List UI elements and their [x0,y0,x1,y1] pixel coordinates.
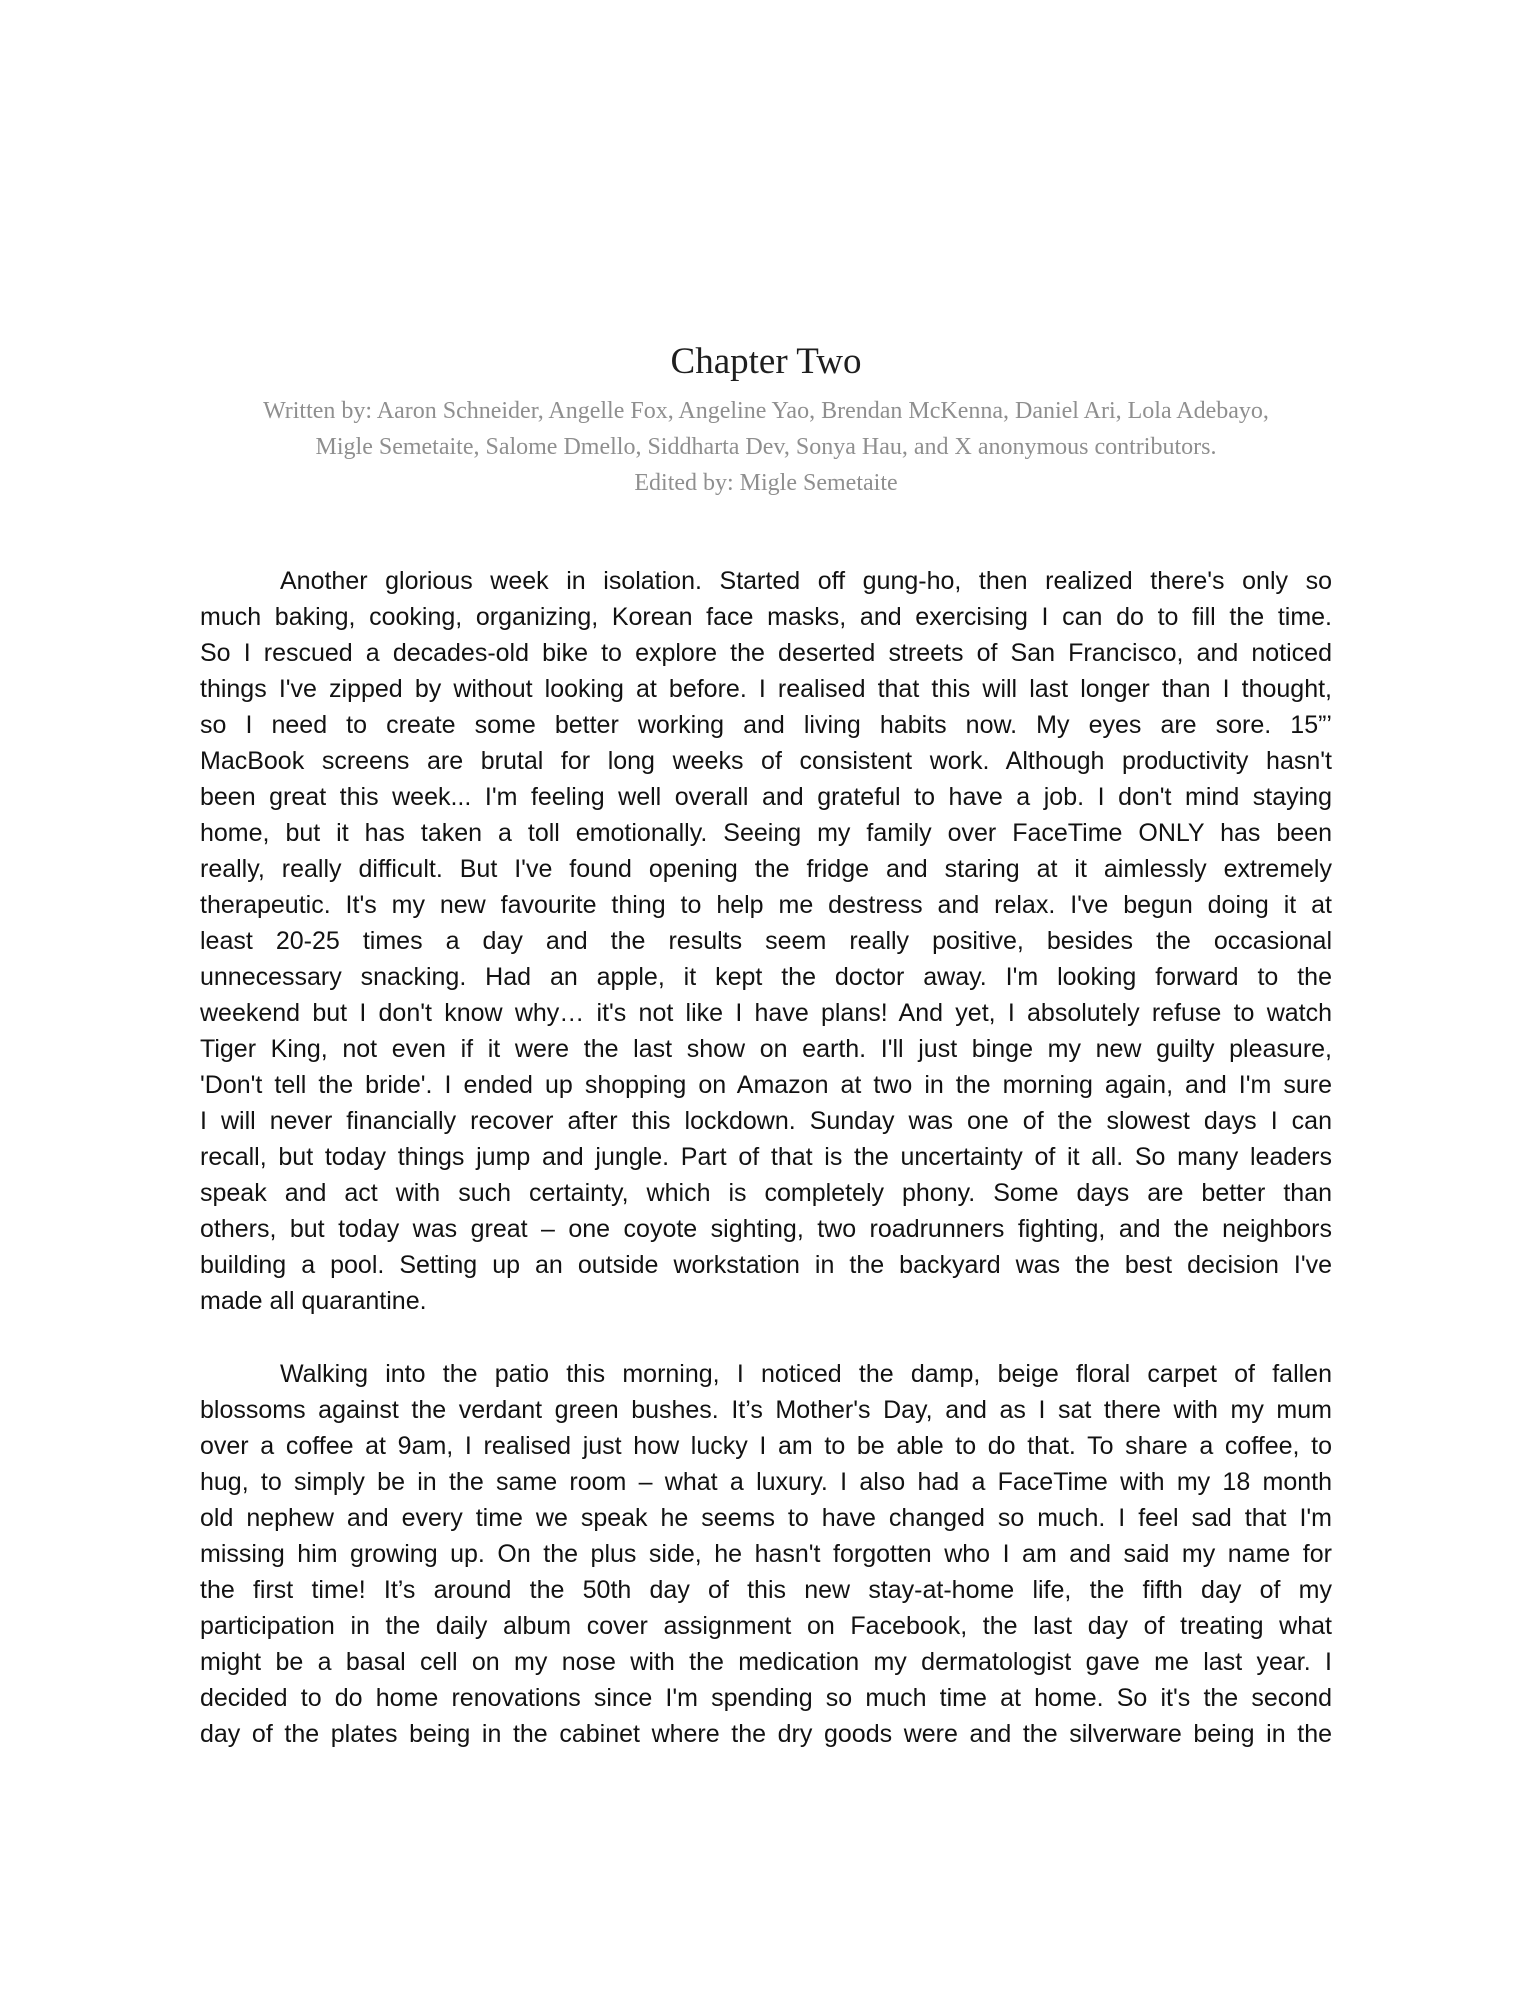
body-line: old nephew and every time we speak he seems to have changed so much. I feel sad that I'm [200,1504,1332,1532]
body-line: speak and act with such certainty, which is completely phony. Some days are better than [200,1179,1332,1207]
document-body [200,563,1332,1752]
body-line: made all quarantine. [200,1287,427,1315]
body-line: recall, but today things jump and jungle. Part of that is the uncertainty of it all. So many leaders [200,1143,1332,1171]
body-line: So I rescued a decades-old bike to explore the deserted streets of San Francisco, and noticed [200,639,1332,667]
body-line: weekend but I don't know why… it's not like I have plans! And yet, I absolutely refuse to watch [200,999,1332,1027]
body-line: day of the plates being in the cabinet where the dry goods were and the silverware being in the [200,1720,1332,1748]
body-line: Walking into the patio this morning, I noticed the damp, beige floral carpet of fallen [280,1360,1332,1388]
body-line: the first time! It’s around the 50th day of this new stay-at-home life, the fifth day of my [200,1576,1332,1604]
byline-line: Edited by: Migle Semetaite [634,470,898,496]
chapter-title: Chapter Two [670,341,862,382]
byline [200,393,1332,501]
body-line: others, but today was great – one coyote sighting, two roadrunners fighting, and the neighbors [200,1215,1332,1243]
byline-line: Written by: Aaron Schneider, Angelle Fox, Angeline Yao, Brendan McKenna, Daniel Ari, Lola Adebayo, [263,398,1269,424]
body-line: over a coffee at 9am, I realised just how lucky I am to be able to do that. To share a coffee, to [200,1432,1332,1460]
body-line: missing him growing up. On the plus side, he hasn't forgotten who I am and said my name for [200,1540,1332,1568]
paragraph [200,1356,1332,1752]
body-line: might be a basal cell on my nose with the medication my dermatologist gave me last year. I [200,1648,1332,1676]
body-line: therapeutic. It's my new favourite thing to help me destress and relax. I've begun doing it at [200,891,1332,919]
body-line: blossoms against the verdant green bushes. It’s Mother's Day, and as I sat there with my mum [200,1396,1332,1424]
body-line: decided to do home renovations since I'm spending so much time at home. So it's the second [200,1684,1332,1712]
body-line: unnecessary snacking. Had an apple, it kept the doctor away. I'm looking forward to the [200,963,1332,991]
body-line: 'Don't tell the bride'. I ended up shopping on Amazon at two in the morning again, and I'm sure [200,1071,1332,1099]
body-line: MacBook screens are brutal for long weeks of consistent work. Although productivity hasn't [200,747,1332,775]
body-line: least 20-25 times a day and the results seem really positive, besides the occasional [200,927,1332,955]
body-line: I will never financially recover after this lockdown. Sunday was one of the slowest days I can [200,1107,1332,1135]
body-line: so I need to create some better working and living habits now. My eyes are sore. 15”’ [200,711,1332,739]
byline-line: Migle Semetaite, Salome Dmello, Siddharta Dev, Sonya Hau, and X anonymous contributors. [315,434,1217,460]
body-line: participation in the daily album cover assignment on Facebook, the last day of treating what [200,1612,1332,1640]
body-line: hug, to simply be in the same room – what a luxury. I also had a FaceTime with my 18 month [200,1468,1332,1496]
body-line: Tiger King, not even if it were the last show on earth. I'll just binge my new guilty pleasure, [200,1035,1332,1063]
paragraph [200,563,1332,1319]
body-line: Another glorious week in isolation. Started off gung-ho, then realized there's only so [280,567,1332,595]
body-line: things I've zipped by without looking at before. I realised that this will last longer than I thought, [200,675,1332,703]
body-line: much baking, cooking, organizing, Korean face masks, and exercising I can do to fill the time. [200,603,1332,631]
body-line: home, but it has taken a toll emotionally. Seeing my family over FaceTime ONLY has been [200,819,1332,847]
body-line: really, really difficult. But I've found opening the fridge and staring at it aimlessly extremely [200,855,1332,883]
body-line: building a pool. Setting up an outside workstation in the backyard was the best decision I've [200,1251,1332,1279]
body-line: been great this week... I'm feeling well overall and grateful to have a job. I don't mind staying [200,783,1332,811]
